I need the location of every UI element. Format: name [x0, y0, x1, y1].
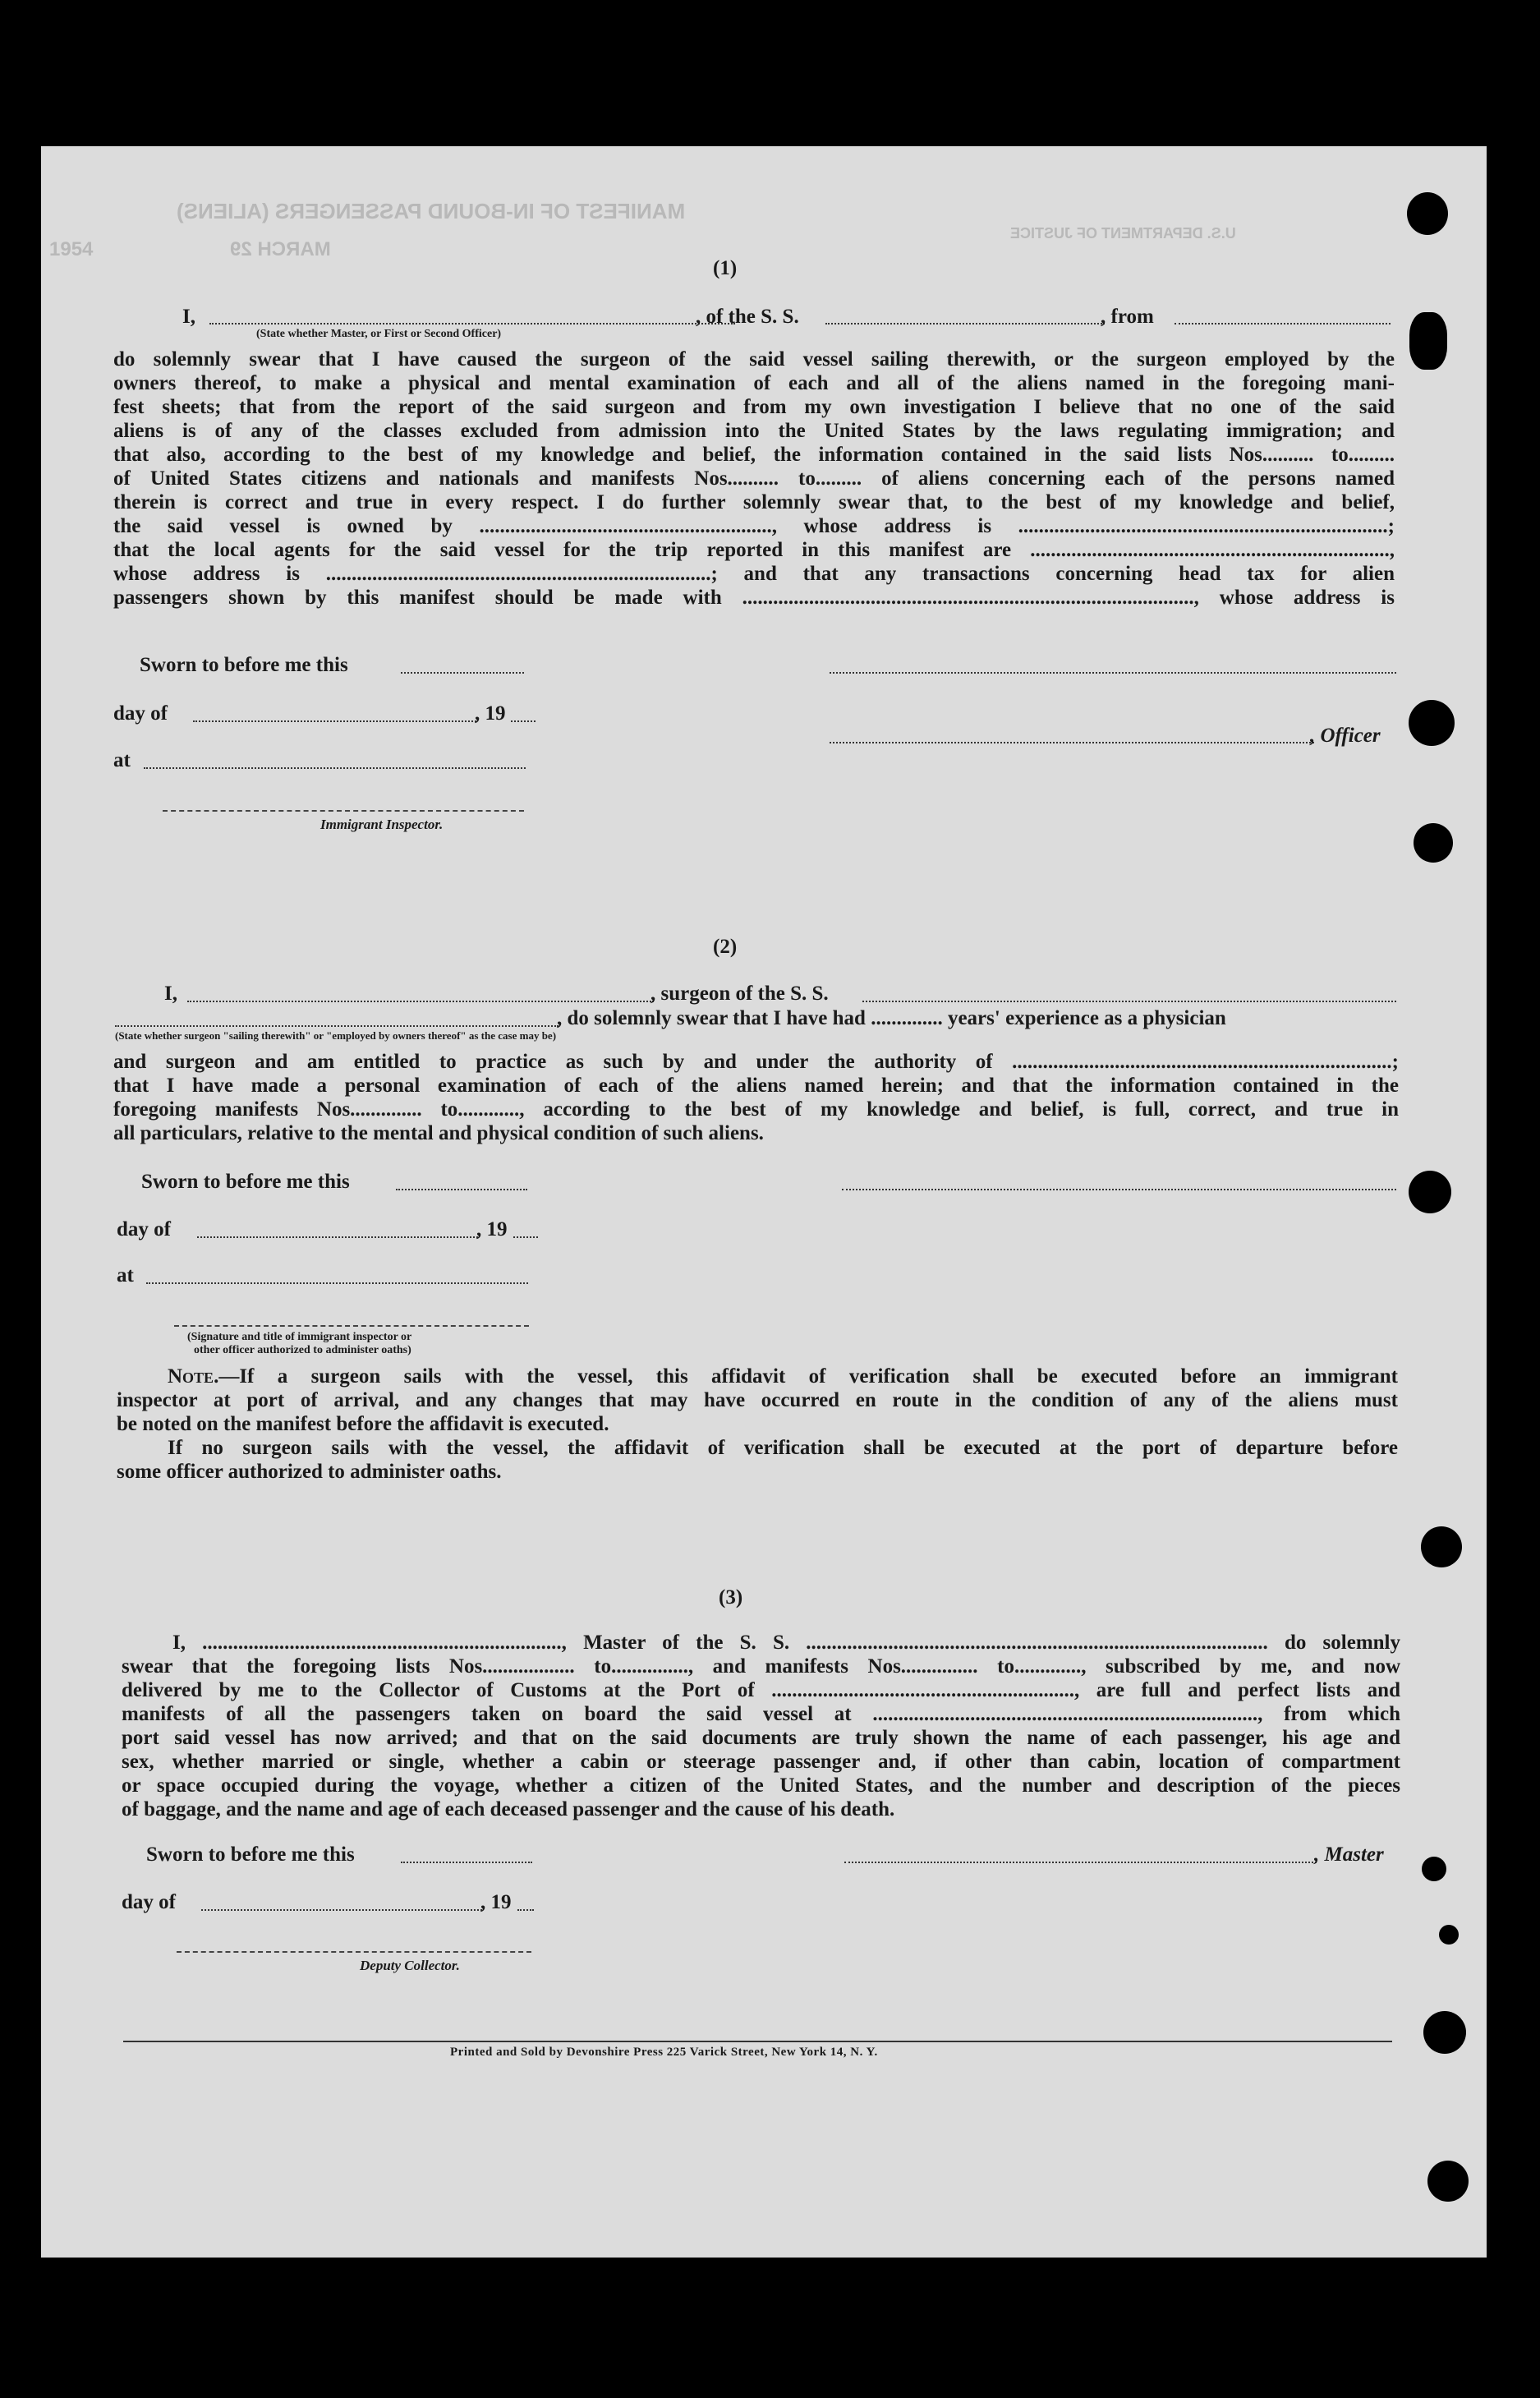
s2-ss-label: , surgeon of the S. S.: [650, 983, 829, 1005]
s2-note-paragraph: [117, 1365, 1398, 1484]
s1-year-blank[interactable]: [511, 720, 536, 722]
s2-ship-blank[interactable]: [862, 1001, 1396, 1002]
punch-hole: [1421, 1526, 1462, 1567]
note-label: Note.: [168, 1365, 219, 1388]
s1-right-blank-1[interactable]: [830, 672, 1396, 674]
s2-sworn-label: Sworn to before me this: [141, 1171, 350, 1193]
s3-line: manifests of all the passengers taken on board the said vessel at ..........................................................................., from which: [122, 1703, 1400, 1725]
note-line: inspector at port of arrival, and any changes that may have occurred en route in the condition of any of the aliens must: [117, 1389, 1398, 1411]
s2-status-blank[interactable]: [115, 1025, 559, 1027]
s3-collector-line[interactable]: [177, 1951, 531, 1953]
s1-inspector-line[interactable]: [163, 810, 524, 812]
s1-line: owners thereof, to make a physical and mental examination of each and all of the aliens named in the foregoing mani-: [113, 372, 1395, 394]
s2-line2: , do solemnly swear that I have had .............. years' experience as a physician: [557, 1007, 1226, 1029]
s3-master-blank[interactable]: [844, 1862, 1317, 1863]
note-line: some officer authorized to administer oaths.: [117, 1461, 502, 1483]
s3-line: or space occupied during the voyage, whether a citizen of the United States, and the number and description of the pieces: [122, 1774, 1400, 1797]
note-line: If no surgeon sails with the vessel, the affidavit of verification shall be executed at the port of departure before: [168, 1437, 1398, 1459]
ghost-header-date: MARCH 29: [230, 238, 331, 260]
s3-sworn-blank[interactable]: [401, 1862, 532, 1863]
s1-officer-blank[interactable]: [830, 742, 1314, 743]
ghost-header-right: U.S. DEPARTMENT OF JUSTICE: [1010, 225, 1236, 242]
s1-line: that the local agents for the said vessel for the trip reported in this manifest are ......................................................................,: [113, 539, 1395, 561]
s1-ss-label: , of the S. S.: [696, 306, 799, 328]
punch-hole: [1407, 192, 1448, 235]
note-line: be noted on the manifest before the affidavit is executed.: [117, 1413, 609, 1435]
s1-dayof-label: day of: [113, 702, 168, 725]
punch-hole: [1423, 2011, 1466, 2054]
s2-line: all particulars, relative to the mental and physical condition of such aliens.: [113, 1122, 764, 1144]
s2-dayof-label: day of: [117, 1218, 171, 1240]
s2-at-blank[interactable]: [146, 1282, 528, 1284]
s3-dayof-blank[interactable]: [201, 1909, 482, 1911]
s3-dayof-label: day of: [122, 1891, 176, 1913]
punch-hole: [1409, 312, 1447, 370]
s1-master-blank[interactable]: [209, 323, 735, 324]
s2-signature-blank[interactable]: [842, 1189, 1396, 1190]
s2-line: foregoing manifests Nos.............. to............, according to the best of my knowledge and belief, is full, correct, and true in: [113, 1098, 1399, 1121]
s2-year-label: , 19: [476, 1218, 508, 1240]
s1-line: of United States citizens and nationals and manifests Nos.......... to......... of aliens concerning each of the persons named: [113, 467, 1395, 490]
s2-line: that I have made a personal examination of each of the aliens named herein; and that the information contained in the: [113, 1075, 1399, 1097]
s3-year-label: , 19: [480, 1891, 512, 1913]
punch-hole: [1414, 823, 1453, 863]
s1-line: the said vessel is owned by ........................................................., whose address is ........................................................................;: [113, 515, 1395, 537]
s1-line: do solemnly swear that I have caused the surgeon of the said vessel sailing therewith, or the surgeon employed by the: [113, 348, 1395, 371]
s2-sworn-blank[interactable]: [396, 1189, 527, 1190]
s1-line: aliens is of any of the classes excluded from admission into the United States by the laws regulating immigration; and: [113, 420, 1395, 442]
ghost-header-title: MANIFEST OF IN-BOUND PASSENGERS (ALIENS): [177, 199, 686, 223]
s3-oath-paragraph: [122, 1631, 1400, 1821]
footer-printer: Printed and Sold by Devonshire Press 225 Varick Street, New York 14, N. Y.: [450, 2046, 878, 2059]
s3-line: delivered by me to the Collector of Customs at the Port of ..........................................................., are full and perfect lists and: [122, 1679, 1400, 1701]
s1-line: whose address is ...........................................................................; and that any transactions concerning head tax for alien: [113, 563, 1395, 585]
s3-line: swear that the foregoing lists Nos.................. to..............., and manifests Nos............... to............., subscribed by me, and now: [122, 1655, 1400, 1678]
section-2-number: (2): [713, 936, 738, 958]
form-page: [41, 146, 1487, 2258]
s1-dayof-blank[interactable]: [193, 720, 476, 722]
s2-sig-note-1: (Signature and title of immigrant inspector or: [187, 1331, 412, 1343]
s1-inspector-label: Immigrant Inspector.: [320, 817, 444, 832]
punch-hole: [1439, 1925, 1459, 1945]
s2-i-label: I,: [164, 983, 177, 1005]
s2-inspector-line[interactable]: [174, 1325, 529, 1327]
footer-rule: [123, 2041, 1392, 2042]
s3-master-label: , Master: [1314, 1843, 1384, 1866]
note-line: [117, 1365, 1398, 1388]
s1-year-label: , 19: [475, 702, 506, 725]
s2-year-blank[interactable]: [513, 1236, 538, 1238]
punch-hole: [1409, 700, 1455, 746]
punch-hole: [1427, 2161, 1469, 2202]
s3-line: of baggage, and the name and age of each deceased passenger and the cause of his death.: [122, 1798, 895, 1820]
s3-sworn-label: Sworn to before me this: [146, 1843, 355, 1866]
s3-line: port said vessel has now arrived; and that on the said documents are truly shown the name of each passenger, his age and: [122, 1727, 1400, 1749]
s1-oath-paragraph: [113, 348, 1395, 610]
s1-ship-blank[interactable]: [825, 323, 1105, 324]
s3-line: sex, whether married or single, whether a cabin or steerage passenger and, if other than cabin, location of compartment: [122, 1751, 1400, 1773]
s2-line: and surgeon and am entitled to practice as such by and under the authority of ..........................................................................;: [113, 1051, 1399, 1073]
s1-i-label: I,: [182, 306, 195, 328]
s1-officer-label: , Officer: [1310, 725, 1381, 747]
s1-sworn-blank[interactable]: [401, 672, 524, 674]
s1-from-label: , from: [1101, 306, 1154, 328]
punch-hole: [1409, 1171, 1451, 1213]
s1-from-blank[interactable]: [1175, 323, 1391, 324]
s2-at-label: at: [117, 1264, 134, 1286]
ghost-header-year: 1954: [49, 238, 94, 260]
section-3-number: (3): [719, 1586, 743, 1609]
s1-line: passengers shown by this manifest should be made with ........................................................................................, whose address is: [113, 587, 1395, 609]
s1-master-note: (State whether Master, or First or Second Officer): [256, 328, 502, 340]
s1-sworn-label: Sworn to before me this: [140, 654, 348, 676]
s1-at-label: at: [113, 749, 131, 771]
s2-surgeon-note: (State whether surgeon "sailing therewith" or "employed by owners thereof" as the case may be): [115, 1029, 557, 1042]
s2-oath-paragraph: [113, 1050, 1399, 1145]
s1-line: that also, according to the best of my knowledge and belief, the information contained in the said lists Nos.......... to.........: [113, 444, 1395, 466]
punch-hole: [1422, 1857, 1446, 1881]
section-1-number: (1): [713, 257, 738, 279]
s3-year-blank[interactable]: [517, 1909, 534, 1911]
s1-line: fest sheets; that from the report of the said surgeon and from my own investigation I believe that no one of the said: [113, 396, 1395, 418]
s2-dayof-blank[interactable]: [197, 1236, 478, 1238]
s1-at-blank[interactable]: [144, 767, 526, 769]
s3-collector-label: Deputy Collector.: [360, 1958, 460, 1973]
s1-line: therein is correct and true in every respect. I do further solemnly swear that, to the best of my knowledge and belief,: [113, 491, 1395, 513]
s2-surgeon-blank[interactable]: [187, 1001, 654, 1002]
note-text: —If a surgeon sails with the vessel, this affidavit of verification shall be executed before an immigrant: [218, 1365, 1398, 1388]
s3-line: I, ......................................................................, Master of the S. S. .......................................................................................... do solemnly: [172, 1632, 1400, 1654]
s2-sig-note-2: other officer authorized to administer oaths): [194, 1344, 411, 1356]
